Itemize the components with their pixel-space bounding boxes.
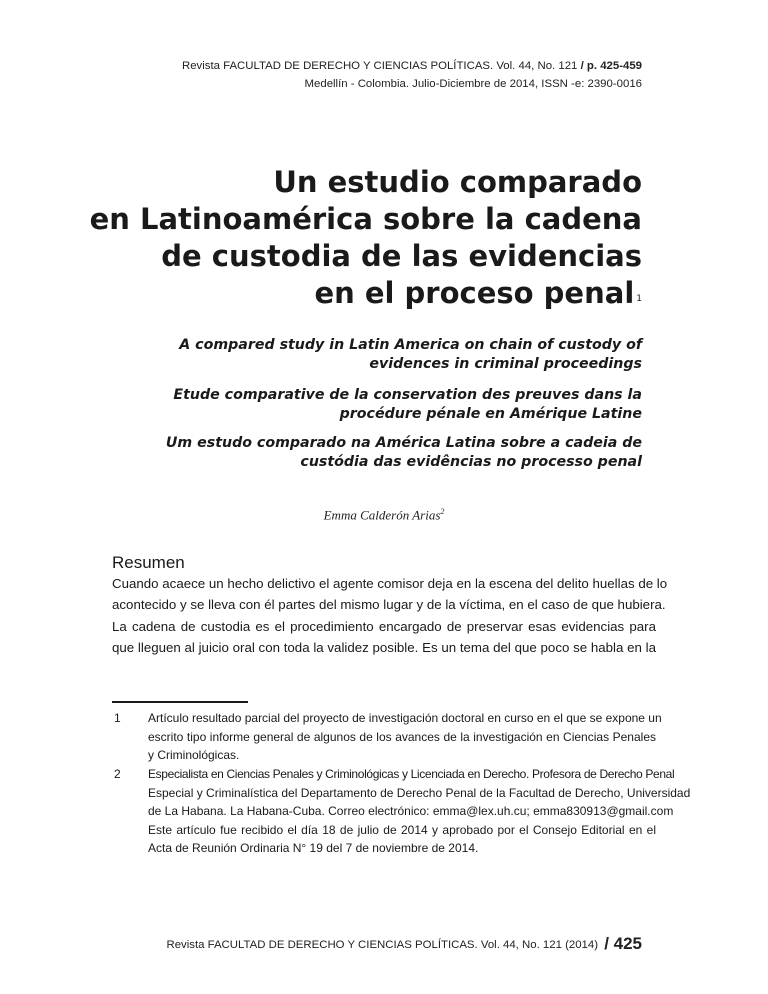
footnote-marker-1: 1 bbox=[636, 294, 642, 304]
alt-title-line: Um estudo comparado na América Latina sobre a cadeia de bbox=[165, 435, 642, 451]
abstract-line: Cuando acaece un hecho delictivo el agente comisor deja en la escena del delito huellas de lo bbox=[112, 576, 668, 591]
author-name: Emma Calderón Arias bbox=[323, 507, 441, 523]
title-line: en el proceso penal bbox=[314, 276, 635, 310]
footnote-marker-2: 2 bbox=[440, 507, 445, 516]
abstract-line: acontecido y se lleva con él partes del mismo lugar y de la víctima, en el caso de que hubiera. bbox=[112, 597, 666, 613]
abstract-body bbox=[112, 573, 668, 658]
footnote-number: 2 bbox=[114, 767, 121, 781]
title-line-last bbox=[82, 275, 642, 312]
abstract-heading: Resumen bbox=[112, 553, 185, 572]
footnote-number: 1 bbox=[114, 711, 121, 725]
alt-title-line: A compared study in Latin America on chain of custody of bbox=[179, 337, 642, 353]
footnote-divider bbox=[112, 701, 248, 703]
footnote-line: Artículo resultado parcial del proyecto de investigación doctoral en curso en el que se expone un bbox=[148, 711, 662, 725]
title-portuguese bbox=[82, 434, 642, 472]
footnote-line: Acta de Reunión Ordinaria N° 19 del 7 de noviembre de 2014. bbox=[148, 841, 479, 856]
footnote-2 bbox=[112, 765, 691, 865]
footnote-line: de La Habana. La Habana-Cuba. Correo electrónico: emma@lex.uh.cu; emma830913@gmail.com bbox=[148, 804, 674, 819]
footnote-text bbox=[148, 709, 662, 765]
page-footer bbox=[166, 934, 642, 954]
journal-citation: Revista FACULTAD DE DERECHO Y CIENCIAS POLÍTICAS. Vol. 44, No. 121 bbox=[181, 60, 578, 72]
abstract-line: La cadena de custodia es el procedimiento encargado de preservar esas evidencias para bbox=[112, 618, 656, 634]
title-french bbox=[82, 386, 642, 424]
abstract-line: que lleguen al juicio oral con toda la validez posible. Es un tema del que poco se habla en la bbox=[112, 639, 656, 655]
footnote-line: Especial y Criminalística del Departamento de Derecho Penal de la Facultad de Derecho, Universidad bbox=[148, 785, 691, 800]
title-line: en Latinoamérica sobre la cadena bbox=[89, 202, 642, 236]
alt-title-line: procédure pénale en Amérique Latine bbox=[339, 406, 642, 422]
running-header-line-1 bbox=[182, 60, 642, 72]
page-number: / 425 bbox=[604, 934, 642, 953]
running-header-line-2: Medellín - Colombia. Julio-Diciembre de 2014, ISSN -e: 2390-0016 bbox=[304, 78, 642, 90]
title-line: de custodia de las evidencias bbox=[161, 239, 642, 273]
article-title bbox=[82, 164, 642, 312]
footer-citation: Revista FACULTAD DE DERECHO Y CIENCIAS POLÍTICAS. Vol. 44, No. 121 (2014) bbox=[166, 939, 599, 951]
alt-title-line: Etude comparative de la conservation des preuves dans la bbox=[173, 387, 642, 403]
footnote-line: Especialista en Ciencias Penales y Criminológicas y Licenciada en Derecho. Profesora de Derecho Penal bbox=[148, 767, 675, 781]
alt-title-line: custódia das evidências no processo penal bbox=[300, 454, 642, 470]
title-line: Un estudio comparado bbox=[273, 165, 642, 199]
footnote-1 bbox=[112, 709, 662, 769]
author-line bbox=[0, 507, 768, 523]
footnote-text bbox=[148, 765, 691, 858]
alt-title-line: evidences in criminal proceedings bbox=[369, 356, 642, 372]
footnote-line: y Criminológicas. bbox=[148, 748, 240, 763]
title-english bbox=[82, 336, 642, 374]
footnote-line: Este artículo fue recibido el día 18 de julio de 2014 y aprobado por el Consejo Editorial en el bbox=[148, 822, 656, 837]
footnote-line: escrito tipo informe general de algunos de los avances de la investigación en Ciencias Penales bbox=[148, 729, 656, 744]
page-range: / p. 425-459 bbox=[580, 60, 642, 72]
